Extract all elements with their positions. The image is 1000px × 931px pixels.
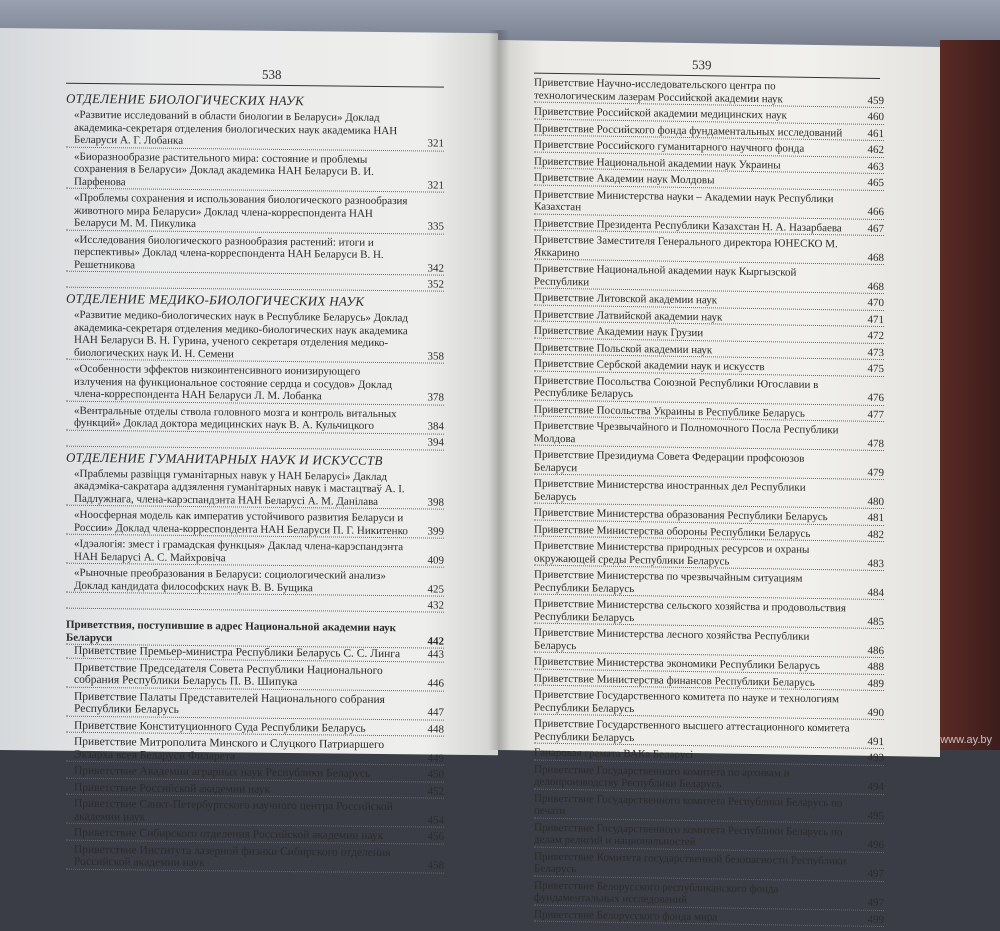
toc-entry xyxy=(66,433,444,450)
toc-entry-text: Приветствие Чрезвычайного и Полномочного Посла Республики Молдова xyxy=(534,419,839,445)
toc-entry xyxy=(534,763,884,794)
toc-entry xyxy=(66,363,444,405)
toc-entry-text: Приветствие Государственного комитета по науке и технологиям Республики Беларусь xyxy=(534,688,839,715)
toc-entry xyxy=(534,292,884,311)
toc-entry-text xyxy=(74,275,444,279)
toc-entry xyxy=(534,627,884,658)
toc-entry xyxy=(534,106,884,125)
toc-entry-text: Приветствие Премьер-министра Республики Беларусь С. С. Линга xyxy=(74,644,401,661)
toc-entry-page: 448 xyxy=(427,722,444,736)
toc-entry-text: «Развитие исследований в области биологии в Беларуси» Доклад академика-секретаря отделения биологических наук академика НАН Беларуси А. Г. Лобанка xyxy=(74,108,398,147)
toc-entry xyxy=(534,507,884,526)
toc-entry-text: «Вентральные отделы ствола головного мозга и контроль витальных функций» Доклад доктора медицинских наук В. А. Кульчицкого xyxy=(74,404,397,432)
toc-entry-text: Приветствие Санкт-Петербургского научного центра Российской академии наук xyxy=(74,797,393,824)
toc-entry-text: Приветствие Министерства финансов Республики Беларусь xyxy=(534,672,815,689)
toc-entry-text: Приветствие Национальной академии наук Кыргызской Республики xyxy=(534,262,797,288)
toc-entry xyxy=(66,690,444,720)
toc-entry xyxy=(534,569,884,600)
toc-entry xyxy=(66,538,444,568)
toc-entry-text: Приветствие Министерства по чрезвычайным ситуациям Республики Беларусь xyxy=(534,568,803,595)
toc-entry-page: 458 xyxy=(427,859,444,872)
toc-entry xyxy=(534,598,884,629)
toc-entry-page: 482 xyxy=(867,528,884,541)
toc-entry-text: Приветствие Государственного комитета Республики Беларусь по печати xyxy=(534,792,843,818)
toc-entry xyxy=(66,843,444,873)
toc-entry xyxy=(534,656,884,675)
toc-entry-page: 495 xyxy=(867,809,884,823)
toc-entry-page: 480 xyxy=(867,495,884,508)
toc-entry-page: 470 xyxy=(867,296,884,310)
toc-entry-page: 352 xyxy=(427,277,444,291)
toc-entry-page: 490 xyxy=(867,706,884,719)
toc-entry-text: Приветствие Министерства науки – Академии наук Республики Казахстан xyxy=(534,188,834,214)
toc-entry xyxy=(534,263,884,294)
toc-entry-text: «Развитие медико-биологических наук в Республике Беларусь» Доклад академика-секретаря отделения медико-биологических наук академика НАН Беларуси В. Н. Гурина, ученого секретаря отделения медико-биологических наук И. Н. Семени xyxy=(74,308,408,360)
toc-entry xyxy=(66,798,444,828)
toc-entry xyxy=(534,718,884,749)
toc-entry-page: 467 xyxy=(867,222,884,235)
toc-entry-page: 477 xyxy=(867,408,884,421)
toc-entry-text: Приветствие Сербской академии наук и искусств xyxy=(534,357,765,374)
toc-entry xyxy=(66,661,444,691)
toc-entry xyxy=(534,792,884,823)
toc-entry-text xyxy=(74,596,444,600)
toc-entry-page: 394 xyxy=(427,436,444,449)
toc-entry-page: 485 xyxy=(867,615,884,628)
toc-entry-text: Приветствие Российской академии медицинских наук xyxy=(534,105,787,122)
toc-entry xyxy=(534,77,884,108)
toc-entry xyxy=(66,596,444,613)
toc-entry-text: Приветствие Посольства Украины в Республике Беларусь xyxy=(534,403,805,420)
toc-entry-page: 446 xyxy=(427,677,444,690)
toc-entry xyxy=(66,827,444,844)
toc-entry-text: «Исследования биологического разнообразия растений: итоги и перспективы» Доклад члена-корреспондента НАН Беларуси В. Н. Решетникова xyxy=(74,233,384,271)
toc-entry-text: Приветствие Академии аграрных наук Республики Беларусь xyxy=(74,764,371,780)
toc-entry xyxy=(534,234,884,265)
toc-entry xyxy=(534,523,884,542)
toc-entry-page: 425 xyxy=(427,582,444,596)
toc-entry-page: 321 xyxy=(427,137,444,150)
toc-entry-text: Приветствие Президента Республики Казахстан Н. А. Назарбаева xyxy=(534,217,842,234)
toc-entry xyxy=(66,309,444,364)
toc-entry xyxy=(534,403,884,422)
toc-entry xyxy=(534,821,884,852)
toc-entry-page: 475 xyxy=(867,362,884,376)
toc-entry-text: Приветствие Председателя Совета Республики Национального собрания Республики Беларусь П. В. Шипука xyxy=(74,661,383,689)
toc-entry xyxy=(66,645,444,662)
toc-entry-page: 499 xyxy=(867,913,884,926)
toc-entry-page: 466 xyxy=(867,205,884,219)
toc-entry-page: 481 xyxy=(867,511,884,525)
toc-left xyxy=(66,89,444,876)
toc-entry-page: 398 xyxy=(427,495,444,509)
toc-entry xyxy=(66,719,444,736)
toc-entry xyxy=(534,908,884,927)
section-title: ОТДЕЛЕНИЕ БИОЛОГИЧЕСКИХ НАУК xyxy=(66,90,305,109)
toc-entry xyxy=(66,150,444,192)
toc-entry xyxy=(534,155,884,174)
toc-entry-page: 378 xyxy=(427,391,444,404)
toc-entry-text: Приветствие Белорусского фонда мира xyxy=(534,908,718,923)
toc-entry-text: «Особенности эффектов низкоинтенсивного ионизирующего излучения на функциональное состояние сердца и сосудов» Доклад члена-корреспондента НАН Беларуси Л. М. Лобанка xyxy=(74,362,393,403)
toc-entry-text: Приветствие Академии наук Молдовы xyxy=(534,171,715,187)
toc-entry xyxy=(66,567,444,597)
toc-entry-text: Приветствие Министерства лесного хозяйства Республики Беларусь xyxy=(534,626,810,652)
toc-entry-page: 488 xyxy=(867,660,884,674)
toc-entry-page: 459 xyxy=(867,94,884,107)
book-cover-edge xyxy=(940,40,1000,750)
toc-entry-text: Приветствие Комитета государственной безопасности Республики Беларусь xyxy=(534,850,847,876)
toc-entry-text: Приветствие Палаты Представителей Национального собрания Республики Беларусь xyxy=(74,690,385,716)
toc-entry xyxy=(66,275,444,292)
toc-entry xyxy=(534,540,884,571)
toc-sections xyxy=(66,91,444,613)
toc-entry-text: Приветствие Российской академии наук xyxy=(74,781,271,796)
toc-entry xyxy=(534,850,884,881)
page-number: 539 xyxy=(692,57,712,73)
toc-entry-page: 456 xyxy=(427,830,444,843)
toc-entry-text: Приветствие Латвийской академии наук xyxy=(534,308,723,324)
toc-entry-page: 493 xyxy=(867,751,884,765)
toc-entry-page: 479 xyxy=(867,466,884,479)
toc-entry-text: «Биоразнообразие растительного мира: состояние и проблемы сохранения в Беларуси» Доклад академика НАН Беларуси В. И. Парфенова xyxy=(74,150,374,188)
toc-entry xyxy=(534,172,884,191)
toc-entry-page: 447 xyxy=(427,706,444,719)
toc-entry xyxy=(534,747,884,766)
toc-entry-text: Приветствие Института лазерной физики Сибирского отделения Российской академии наук xyxy=(74,843,391,870)
toc-right xyxy=(534,77,884,930)
watermark: www.ay.by xyxy=(940,734,992,746)
toc-entry-text: «Ноосферная модель как императив устойчивого развития Беларуси и России» Доклад члена-корреспондента НАН Беларуси П. Г. Никитенко xyxy=(74,508,408,537)
toc-entry xyxy=(534,308,884,327)
toc-entry-page: 358 xyxy=(427,349,444,363)
toc-entry-page: 472 xyxy=(867,329,884,343)
toc-entry xyxy=(534,188,884,219)
toc-entry xyxy=(534,374,884,405)
toc-entry-text: Приветствие Министерства природных ресурсов и охраны окружающей среды Республики Беларусь xyxy=(534,539,810,568)
toc-entry xyxy=(66,765,444,782)
toc-entry xyxy=(66,404,444,434)
toc-entry-page: 321 xyxy=(427,178,444,192)
toc-entry-page: 409 xyxy=(427,553,444,567)
toc-entry-text: «Праблемы развіцця гуманітарных навук у НАН Беларусі» Даклад акадэміка-сакратара аддзялення гуманітарных навук і мастацтваў А. І. Падлужнага, члена-карэспандэнта НАН Беларусі А. М. Данілава xyxy=(74,467,405,508)
book-fold xyxy=(488,30,510,750)
left-page xyxy=(0,28,498,872)
toc-entry-text: Приветствие Президиума Совета Федерации профсоюзов Беларуси xyxy=(534,448,805,474)
toc-entry-page: 497 xyxy=(867,896,884,910)
toc-entry-page: 473 xyxy=(867,346,884,359)
toc-entry-text: Приветствие Министерства образования Республики Беларусь xyxy=(534,506,828,524)
toc-entry-page: 399 xyxy=(427,524,444,538)
toc-entry-page: 384 xyxy=(427,420,444,433)
toc-entry xyxy=(66,233,444,275)
toc-entry-text: Приветствие Митрополита Минского и Слуцкого Патриаршего Экзарха всея Беларуси Филарета xyxy=(74,735,385,762)
toc-entry-page: 465 xyxy=(867,176,884,190)
page-number: 538 xyxy=(262,66,282,82)
toc-entry-text: Приветствие Посольства Союзной Республики Югославии в Республике Беларусь xyxy=(534,374,819,401)
toc-entry-page: 489 xyxy=(867,677,884,690)
toc-entry-page: 452 xyxy=(427,784,444,798)
toc-entry xyxy=(66,781,444,798)
toc-entry-text: Приветствие Сибирского отделения Российской академии наук xyxy=(74,826,384,843)
toc-entry-page: 463 xyxy=(867,160,884,173)
toc-entry-page: 484 xyxy=(867,586,884,599)
toc-entry xyxy=(66,192,444,234)
toc-entry-page: 494 xyxy=(867,780,884,794)
toc-entry-text: Приветствие Министерства сельского хозяйства и продовольствия Республики Беларусь xyxy=(534,597,846,624)
toc-entry-text: Приветствие Российского фонда фундаментальных исследований xyxy=(534,122,843,139)
toc-entry xyxy=(66,509,444,539)
toc-entry-text: Приветствие Государственного комитета Республики Беларусь по делам религий и национальностей xyxy=(534,821,843,849)
toc-entry xyxy=(534,478,884,509)
toc-entry xyxy=(534,672,884,691)
toc-entry-text: «Ідэалогія: змест і грамадская функцыя» Даклад члена-карэспандэнта НАН Беларусі А. С. Майхровіча xyxy=(74,537,404,564)
toc-entry xyxy=(534,122,884,141)
greetings-heading-text: Приветствия, поступившие в адрес Национальной академии наук Беларуси xyxy=(66,618,396,644)
toc-entry-text: Приветствие Государственного комитета по архивам и делопроизводству Республики Беларусь xyxy=(534,763,790,791)
toc-entry xyxy=(534,217,884,236)
toc-entry-page: 460 xyxy=(867,110,884,124)
toc-entry-text: Приветствие Министерства иностранных дел Республики Беларусь xyxy=(534,477,806,503)
toc-entry-page: 491 xyxy=(867,735,884,748)
toc-entry xyxy=(534,358,884,377)
toc-entry-text: Приветствие Академии наук Грузии xyxy=(534,324,704,340)
toc-entry-text: Приветствие Российского гуманитарного научного фонда xyxy=(534,138,805,155)
toc-entry-text xyxy=(74,433,444,437)
toc-entry-page: 496 xyxy=(867,838,884,852)
toc-entry-page: 497 xyxy=(867,867,884,881)
greetings-heading xyxy=(66,619,444,649)
toc-entry xyxy=(534,139,884,158)
toc-entry xyxy=(66,109,444,151)
toc-entry-page: 454 xyxy=(427,813,444,827)
toc-entry-page: 478 xyxy=(867,437,884,450)
toc-entry-text: «Рыночные преобразования в Беларуси: социологический анализ» Доклад кандидата философских наук В. В. Бущика xyxy=(74,566,386,594)
section-title: ОТДЕЛЕНИЕ МЕДИКО-БИОЛОГИЧЕСКИХ НАУК xyxy=(66,290,365,309)
toc-entry xyxy=(534,879,884,910)
toc-entry-text: Приветствие Белорусского республиканского фонда фундаментальных исследований xyxy=(534,879,779,906)
toc-entry-text: Приветствие Научно-исследовательского центра по технологическим лазерам Российской академии наук xyxy=(534,76,783,105)
greetings-heading-page: 442 xyxy=(427,634,444,648)
toc-entry-page: 468 xyxy=(867,251,884,264)
toc-entry-text: Приветствие Конституционного Суда Республики Беларусь xyxy=(74,719,366,735)
toc-entry-page: 450 xyxy=(427,768,444,781)
toc-entry-page: 461 xyxy=(867,127,884,140)
toc-entry-page: 468 xyxy=(867,280,884,293)
toc-entry xyxy=(66,467,444,509)
toc-entry-page: 486 xyxy=(867,644,884,657)
header-rule xyxy=(66,83,444,88)
toc-entry-page: 443 xyxy=(427,648,444,661)
toc-entry-text: Приветствие Литовской академии наук xyxy=(534,291,718,307)
toc-entry-text: Приветствие Министерства экономики Республики Беларусь xyxy=(534,655,820,673)
toc-entry-page: 462 xyxy=(867,143,884,157)
toc-entry-text: «Проблемы сохранения и использования биологического разнообразия животного мира Беларуси» Доклад члена-корреспондента НАН Беларуси М. М. Пикулика xyxy=(74,191,408,231)
toc-entry xyxy=(534,325,884,344)
toc-entry-text: Приветствие Государственного высшего аттестационного комитета Республики Беларусь xyxy=(534,717,850,744)
toc-entry-text: Ганаровая грамата ВАКа Беларусі xyxy=(534,746,694,762)
toc-entry xyxy=(534,689,884,720)
greetings-list xyxy=(66,645,444,873)
toc-entry-text: Приветствие Министерства обороны Республики Беларусь xyxy=(534,523,811,540)
toc-entry-text: Приветствие Заместителя Генерального директора ЮНЕСКО М. Яккарино xyxy=(534,233,838,259)
toc-entry-page: 335 xyxy=(427,220,444,233)
section-title: ОТДЕЛЕНИЕ ГУМАНИТАРНЫХ НАУК И ИСКУССТВ xyxy=(66,449,383,468)
toc-entry-page: 342 xyxy=(427,261,444,275)
right-page xyxy=(498,40,940,926)
toc-entry xyxy=(534,420,884,451)
toc-entry-page: 449 xyxy=(427,751,444,765)
toc-entry-page: 476 xyxy=(867,391,884,405)
toc-entry xyxy=(66,736,444,766)
toc-entry-page: 471 xyxy=(867,313,884,326)
toc-entry-text: Приветствие Национальной академии наук Украины xyxy=(534,155,781,171)
toc-entry-page: 483 xyxy=(867,557,884,570)
toc-entry-page: 432 xyxy=(427,598,444,612)
toc-entry xyxy=(534,449,884,480)
toc-entry xyxy=(534,341,884,360)
toc-entry-text: Приветствие Польской академии наук xyxy=(534,341,713,356)
